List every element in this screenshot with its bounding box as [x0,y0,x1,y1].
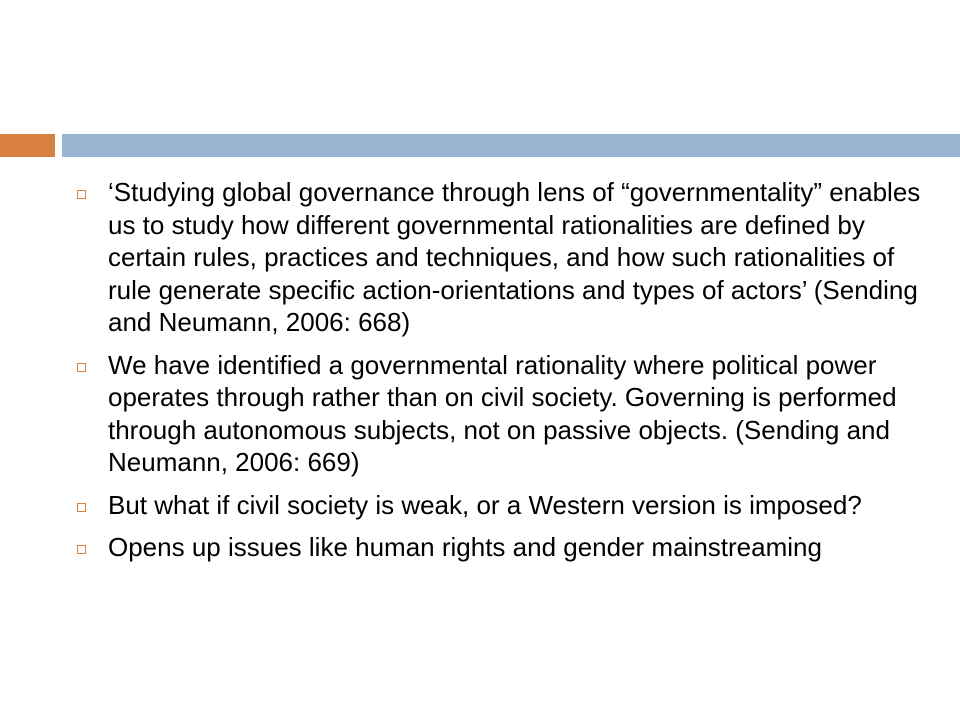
bullet-text-2: We have identified a governmental rationality where political power operates through rather than on civil society. Governing is performed through autonomous subjects, not on passive objects. (Sending and Neumann, 2006: 669) [108,349,897,477]
hollow-square-bullet-icon [77,190,86,199]
header-accent-orange-bar [0,134,55,157]
bullet-item-2 [74,349,924,479]
bullet-list [74,176,924,574]
bullet-item-3 [74,489,924,522]
hollow-square-bullet-icon [77,503,86,512]
bullet-text-4: Opens up issues like human rights and gender mainstreaming [108,532,822,562]
hollow-square-bullet-icon [77,545,86,554]
bullet-text-3: But what if civil society is weak, or a Western version is imposed? [108,489,862,520]
bullet-item-4 [74,531,924,564]
header-accent-blue-bar [62,134,960,157]
bullet-item-1 [74,176,924,339]
bullet-text-1: ‘Studying global governance through lens of “governmentality” enables us to study how different governmental rationalities are defined by certain rules, practices and techniques, and how such rationalities of rule generate specific action-orientations and types of actors’ (Sending and Neumann, 2006: 668) [108,177,921,337]
hollow-square-bullet-icon [77,363,86,372]
